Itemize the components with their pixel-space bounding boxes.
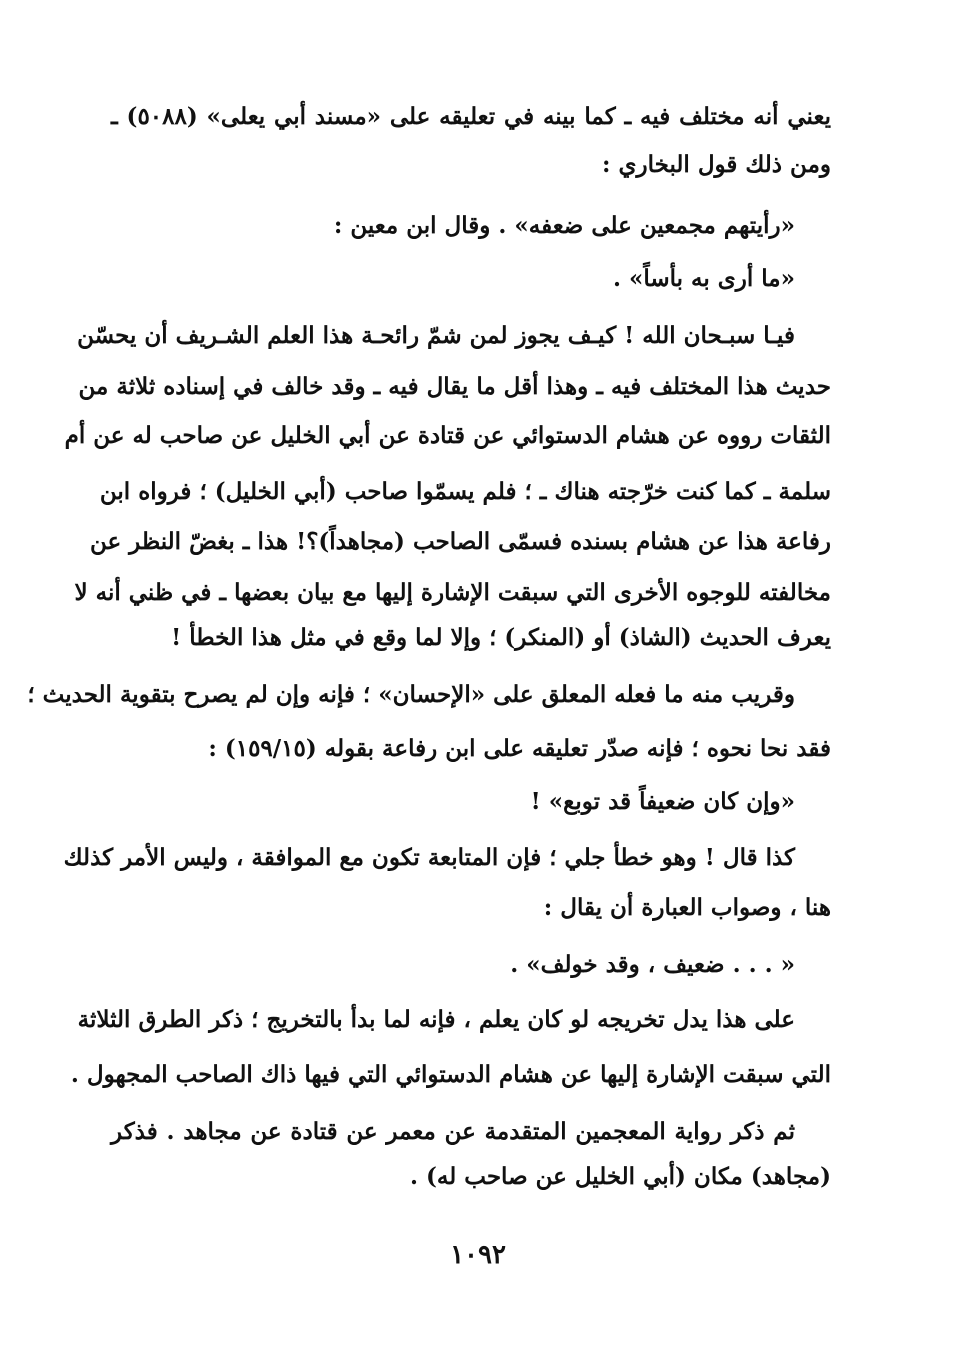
text-line-20: ثم ذكر رواية المعجمين المتقدمة عن معمر عن قتادة عن مجاهد . فذكر [111,1118,795,1145]
text-line-9: رفاعة هذا عن هشام بسنده فسمّى الصاحب (مجاهداً)؟! هذا ـ بغضّ النظر عن [89,528,831,555]
text-line-16: هنا ، وصواب العبارة أن يقال : [543,894,831,921]
text-line-14: «وإن كان ضعيفاً قد توبع» ! [530,788,795,815]
text-line-4: «ما أرى به بأساً» . [612,265,795,292]
text-line-12: وقريب منه ما فعله المعلق على «الإحسان» ؛ فإنه وإن لم يصرح بتقوية الحديث ؛ [27,681,795,708]
text-line-3: «رأيتهم مجمعين على ضعفه» . وقال ابن معين : [333,212,795,239]
text-line-8: سلمة ـ كما كنت خرّجته هناك ـ ؛ فلم يسمّوا صاحب (أبي الخليل) ؛ فرواه ابن [99,478,831,505]
text-line-17: « . . . ضعيف ، وقد خولف» . [510,951,795,978]
text-line-19: التي سبقت الإشارة إليها عن هشام الدستوائي التي فيها ذاك الصاحب المجهول . [70,1061,831,1088]
page-number: ١٠٩٢ [450,1240,506,1270]
text-line-18: على هذا يدل تخريجه لو كان يعلم ، فإنه لما بدأ بالتخريج ؛ ذكر الطرق الثلاثة [77,1006,795,1033]
text-line-15: كذا قال ! وهو خطأ جلي ؛ فإن المتابعة تكون مع الموافقة ، وليس الأمر كذلك [63,844,795,871]
text-line-13: فقد نحا نحوه ؛ فإنه صدّر تعليقه على ابن رفاعة بقوله (١٥٩/١٥) : [208,735,831,762]
text-line-11: يعرف الحديث (الشاذ) أو (المنكر) ؛ وإلا لما وقع في مثل هذا الخطأ ! [171,624,831,651]
text-line-7: الثقات رووه عن هشام الدستوائي عن قتادة عن أبي الخليل عن صاحب له عن أم [64,422,831,449]
text-line-10: مخالفته للوجوه الأخرى التي سبقت الإشارة إليها مع بيان بعضها ـ في ظني أنه لا [74,579,831,606]
text-line-21: (مجاهد) مكان (أبي الخليل عن صاحب له) . [410,1163,831,1190]
text-line-2: ومن ذلك قول البخاري : [602,151,831,178]
text-line-6: حديث هذا المختلف فيه ـ وهذا أقل ما يقال فيه ـ وقد خالف في إسناده ثلاثة من [78,373,831,400]
text-line-5: فيـا سبـحان الله ! كيـف يجوز لمن شمّ رائحـة هذا العلم الشـريف أن يحسّن [77,322,795,349]
text-line-1: يعني أنه مختلف فيه ـ كما بينه في تعليقه على «مسند أبي يعلى» (٥٠٨٨) ـ [111,103,831,130]
